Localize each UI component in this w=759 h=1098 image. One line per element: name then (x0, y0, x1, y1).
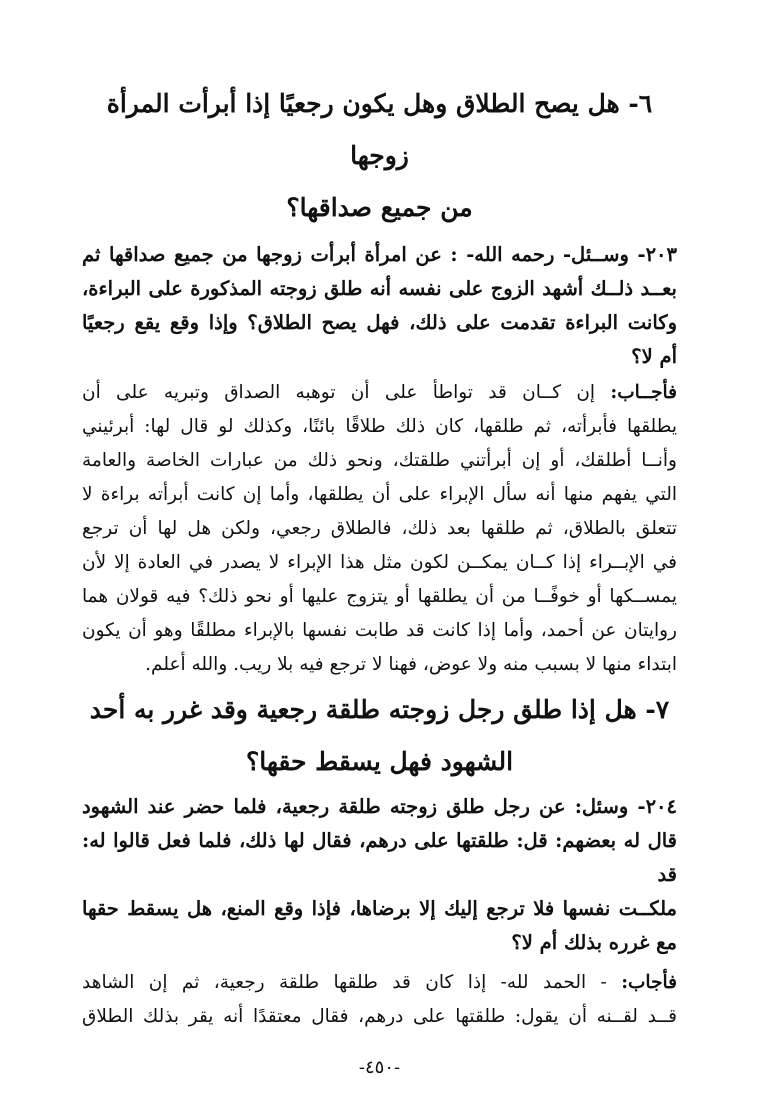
page-number: -٤٥٠- (358, 1057, 401, 1078)
answer-203 (82, 376, 677, 682)
section-6-heading (82, 78, 677, 234)
answer-203-line: ابتداء منها لا بسبب منه ولا عوض، فهنا لا ترجع فيه بلا ريب. والله أعلم. (145, 654, 677, 675)
question-203-line: أم لا؟ (631, 345, 677, 368)
question-203-line: بعــد ذلــك أشهد الزوج على نفسه أنه طلق زوجته المذكورة على البراءة، (82, 277, 677, 300)
answer-204-line (82, 966, 677, 1000)
answer-203-lead: فأجــاب: (610, 382, 677, 403)
question-203 (82, 238, 677, 374)
answer-204-line: قــد لقــنه أن يقول: طلقتها على درهم، فقال معتقدًا أنه يقر بذلك الطلاق (82, 1006, 677, 1027)
answer-203-line: في الإبــراء إذا كــان يمكــن لكون مثل هذا الإبراء لا يصدر في العادة إلا لأن (82, 552, 677, 573)
question-203-line: وكانت البراءة تقدمت على ذلك، فهل يصح الطلاق؟ وإذا وقع يقع رجعيًا (82, 311, 677, 334)
answer-203-line: وأنــا أطلقك، أو إن أبرأتني طلقتك، ونحو ذلك من عبارات الخاصة والعامة (82, 450, 677, 471)
answer-204-lead: فأجاب: (621, 972, 677, 993)
question-204-line: مع غرره بذلك أم لا؟ (511, 931, 677, 954)
section-7-heading-line-2: الشهود فهل يسقط حقها؟ (245, 747, 514, 776)
answer-204-line-1-text: - الحمد لله- إذا كان قد طلقها طلقة رجعية، ثم إن الشاهد (82, 972, 622, 993)
answer-204 (82, 966, 677, 1034)
section-7-heading (82, 684, 677, 788)
answer-203-line-1-text: إن كــان قد تواطأ على أن توهبه الصداق وتبريه على أن (82, 382, 611, 403)
answer-203-line: تتعلق بالطلاق، ثم طلقها بعد ذلك، فالطلاق رجعي، ولكن هل لها أن ترجع (82, 518, 677, 539)
answer-203-line: يمســكها أو خوفًــا من أن يطلقها أو يتزوج عليها أو نحو ذلك؟ فيه قولان هما (82, 586, 677, 607)
answer-203-line: روايتان عن أحمد، وأما إذا كانت قد طابت نفسها بالإبراء مطلقًا وهو أن يكون (82, 620, 677, 641)
answer-203-line: التي يفهم منها أنه سأل الإبراء على أن يطلقها، وأما إن كانت أبرأته براءة لا (82, 484, 677, 505)
question-203-line: ٢٠٣- وســئل- رحمه الله- : عن امرأة أبرأت زوجها من جميع صداقها ثم (82, 243, 677, 266)
section-7-heading-line-1: ٧- هل إذا طلق رجل زوجته طلقة رجعية وقد غرر به أحد (89, 695, 670, 724)
answer-203-line (82, 376, 677, 410)
question-204-line: ٢٠٤- وسئل: عن رجل طلق زوجته طلقة رجعية، فلما حضر عند الشهود (82, 795, 677, 818)
page-content (82, 78, 677, 1034)
question-204 (82, 790, 677, 960)
section-6-heading-line-2: من جميع صداقها؟ (286, 193, 473, 222)
answer-203-line: يطلقها فأبرأته، ثم طلقها، كان ذلك طلاقًا بائنًا، وكذلك لو قال لها: أبرئيني (82, 416, 677, 437)
question-204-line: قال له بعضهم: قل: طلقتها على درهم، فقال لها ذلك، فلما فعل قالوا له: قد (82, 829, 677, 886)
section-6-heading-line-1: ٦- هل يصح الطلاق وهل يكون رجعيًا إذا أبرأت المرأة زوجها (106, 89, 653, 170)
question-204-line: ملكــت نفسها فلا ترجع إليك إلا برضاها، فإذا وقع المنع، هل يسقط حقها (82, 897, 677, 920)
